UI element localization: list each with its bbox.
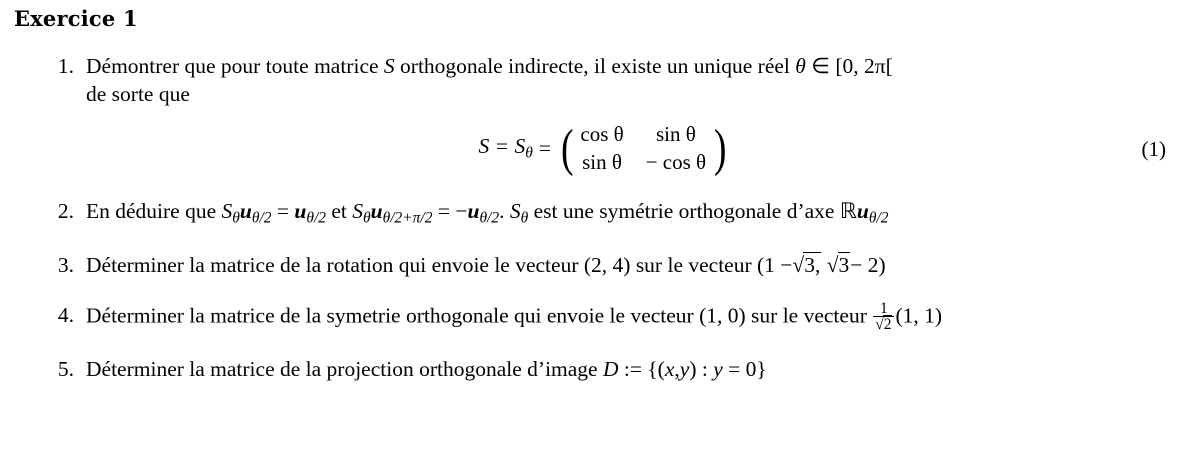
item2-u-1: u [239,198,252,223]
page-title: Exercice 1 [14,6,138,31]
list-item [44,301,1174,333]
item5-comma: , [674,356,680,381]
equation-tag: (1) [1141,136,1166,161]
item2-dot: . [499,198,505,223]
item1-text-mid: orthogonale indirecte, il existe un unique réel [400,54,790,78]
equation-lhs-sub: θ [525,144,533,162]
sqrt-icon: √3 [826,252,850,277]
item1-var-s: S [383,54,395,78]
item5-y: y [679,356,690,381]
list-item [44,251,1174,279]
item2-u-5-sub: θ/2 [868,209,889,227]
item2-u-4-sub: θ/2 [479,209,500,227]
item2-u-2-sub: θ/2 [306,209,326,227]
item5-def: := {( [623,356,665,381]
item4-vector-2: (1, 1) [895,303,943,328]
list-item-body [86,355,1174,383]
fraction-numerator: 1 [879,299,888,317]
list-item [44,355,1174,383]
item2-s-3: S [509,198,521,223]
list-item-number: 2. [57,198,74,223]
item3-close: − 2) [850,252,886,277]
item2-text-1: En déduire que [86,198,217,223]
list-item [44,52,1174,109]
list-item-number: 4. [57,302,74,327]
list-item-number: 5. [57,356,74,381]
item4-radicand: 2 [883,316,892,334]
item3-text-1: Déterminer la matrice de la rotation qui envoie le vecteur [86,252,579,277]
item3-radicand-1: 3, [804,252,821,277]
item2-s-2-sub: θ [363,209,371,227]
item5-x: x [664,356,675,381]
list-item-body [86,52,1174,109]
item4-text-2: sur le vecteur [751,303,867,328]
item2-s-3-sub: θ [520,209,529,227]
equation-1 [479,121,730,176]
item5-y2: y [713,356,723,381]
item4-vector-1: (1, 0) [699,303,746,328]
matrix-2x2 [580,121,706,176]
item1-text-after: de sorte que [86,82,190,107]
list-item-body [86,301,1174,333]
item2-u-3-sub: θ/2+π/2 [382,209,433,227]
item5-set-d: D [602,356,619,381]
item5-text-1: Déterminer la matrice de la projection orthogonale d’image [86,356,598,381]
matrix-cell-11: cos θ [580,121,624,146]
item1-interval: [0, 2π[ [835,54,893,78]
item2-u-4: u [467,198,480,223]
item2-real-set: ℝ [839,198,857,223]
matrix-cell-12: sin θ [655,121,696,146]
item2-u-1-sub: θ/2 [251,209,272,227]
item2-s-1: S [221,198,233,223]
item2-u-3: u [370,198,383,223]
fraction-denominator [873,316,894,332]
equation-lhs: S = S [478,133,526,158]
item3-text-2: sur le vecteur [635,252,752,277]
item2-eq-1: = [276,198,290,223]
list-item-number: 1. [57,54,74,78]
item5-mid: ) : [689,356,708,381]
matrix-cell-22: − cos θ [645,150,707,174]
exercise-list [44,52,1174,383]
equation-line [44,121,1174,177]
item1-theta: θ [795,54,806,78]
sqrt-icon: √3, [792,252,821,277]
item5-end: = 0} [728,356,767,381]
list-item-body [86,197,1174,229]
item3-open: (1 − [757,252,793,277]
matrix-cell-21: sin θ [582,150,622,174]
list-item [44,197,1174,229]
paren-right: ) [713,120,727,178]
item2-and: et [331,198,347,223]
list-item-body [86,251,1174,279]
fraction-one-over-sqrt-two [873,301,894,333]
item4-text-1: Déterminer la matrice de la symetrie orthogonale qui envoie le vecteur [86,303,694,328]
item1-text-before: Démontrer que pour toute matrice [86,54,379,78]
item3-vector-1: (2, 4) [583,252,631,277]
item2-s-2: S [352,198,364,223]
item2-eq-neg: = − [437,198,468,223]
item2-u-5: u [856,198,869,223]
item3-radicand-2: 3 [838,252,850,277]
item1-in-symbol: ∈ [811,54,830,78]
item2-s-1-sub: θ [232,209,240,227]
equation-equals: = [538,135,552,160]
sqrt-icon: √2 [875,316,892,334]
item2-text-2: est une symétrie orthogonale d’axe [533,198,835,223]
item2-u-2: u [294,198,307,223]
paren-left: ( [560,120,573,178]
list-item-number: 3. [57,252,74,277]
